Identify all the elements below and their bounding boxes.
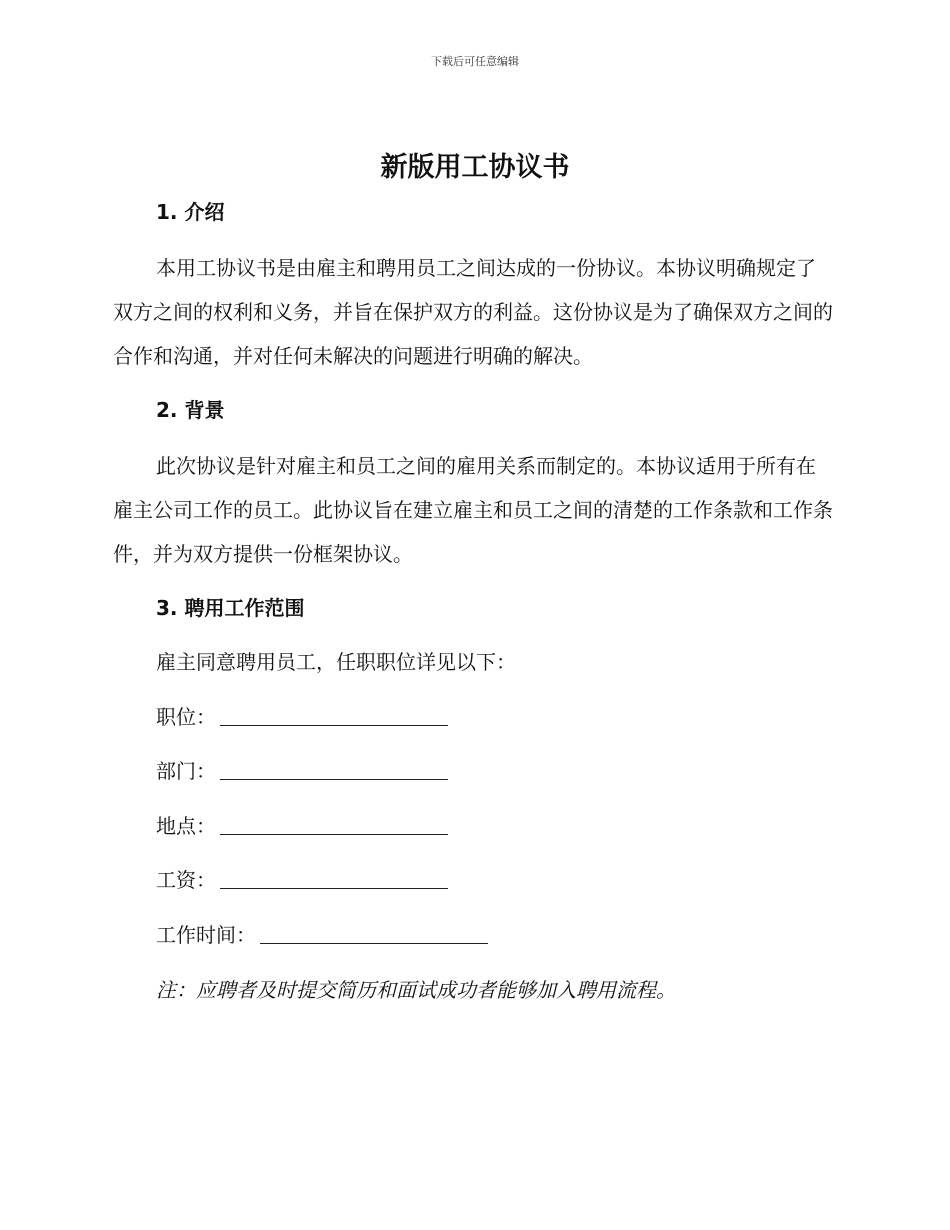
field-position-blank: [220, 705, 448, 726]
field-department-label: 部门：: [156, 759, 216, 783]
field-position-label: 职位：: [156, 705, 216, 729]
field-working-hours-label: 工作时间：: [156, 923, 256, 947]
section-paragraph-background: 此次协议是针对雇主和员工之间的雇用关系而制定的。本协议适用于所有在雇主公司工作的员工。此协议旨在建立雇主和员工之间的清楚的工作条款和工作条件，并为双方提供一份框架协议。: [113, 454, 833, 566]
application-note: 注：应聘者及时提交简历和面试成功者能够加入聘用流程。: [156, 978, 676, 1002]
field-working-hours-blank: [260, 923, 488, 944]
field-location-blank: [220, 814, 448, 835]
field-working-hours: [156, 921, 488, 949]
header-note: 下载后可任意编辑: [431, 55, 519, 68]
field-salary-blank: [220, 868, 448, 889]
field-location: [156, 812, 448, 840]
field-department: [156, 757, 448, 785]
field-location-label: 地点：: [156, 814, 216, 838]
field-salary: [156, 866, 448, 894]
section-heading-introduction: 1. 介绍: [156, 200, 225, 224]
field-department-blank: [220, 759, 448, 780]
section-paragraph-introduction: 本用工协议书是由雇主和聘用员工之间达成的一份协议。本协议明确规定了双方之间的权利和义务，并旨在保护双方的利益。这份协议是为了确保双方之间的合作和沟通，并对任何未解决的问题进行明确的解决。: [113, 256, 833, 368]
section-heading-employment-scope: 3. 聘用工作范围: [156, 596, 305, 620]
employment-scope-intro: 雇主同意聘用员工，任职职位详见以下：: [156, 650, 516, 674]
section-heading-background: 2. 背景: [156, 398, 225, 422]
field-salary-label: 工资：: [156, 868, 216, 892]
field-position: [156, 703, 448, 731]
document-title: 新版用工协议书: [380, 152, 570, 183]
